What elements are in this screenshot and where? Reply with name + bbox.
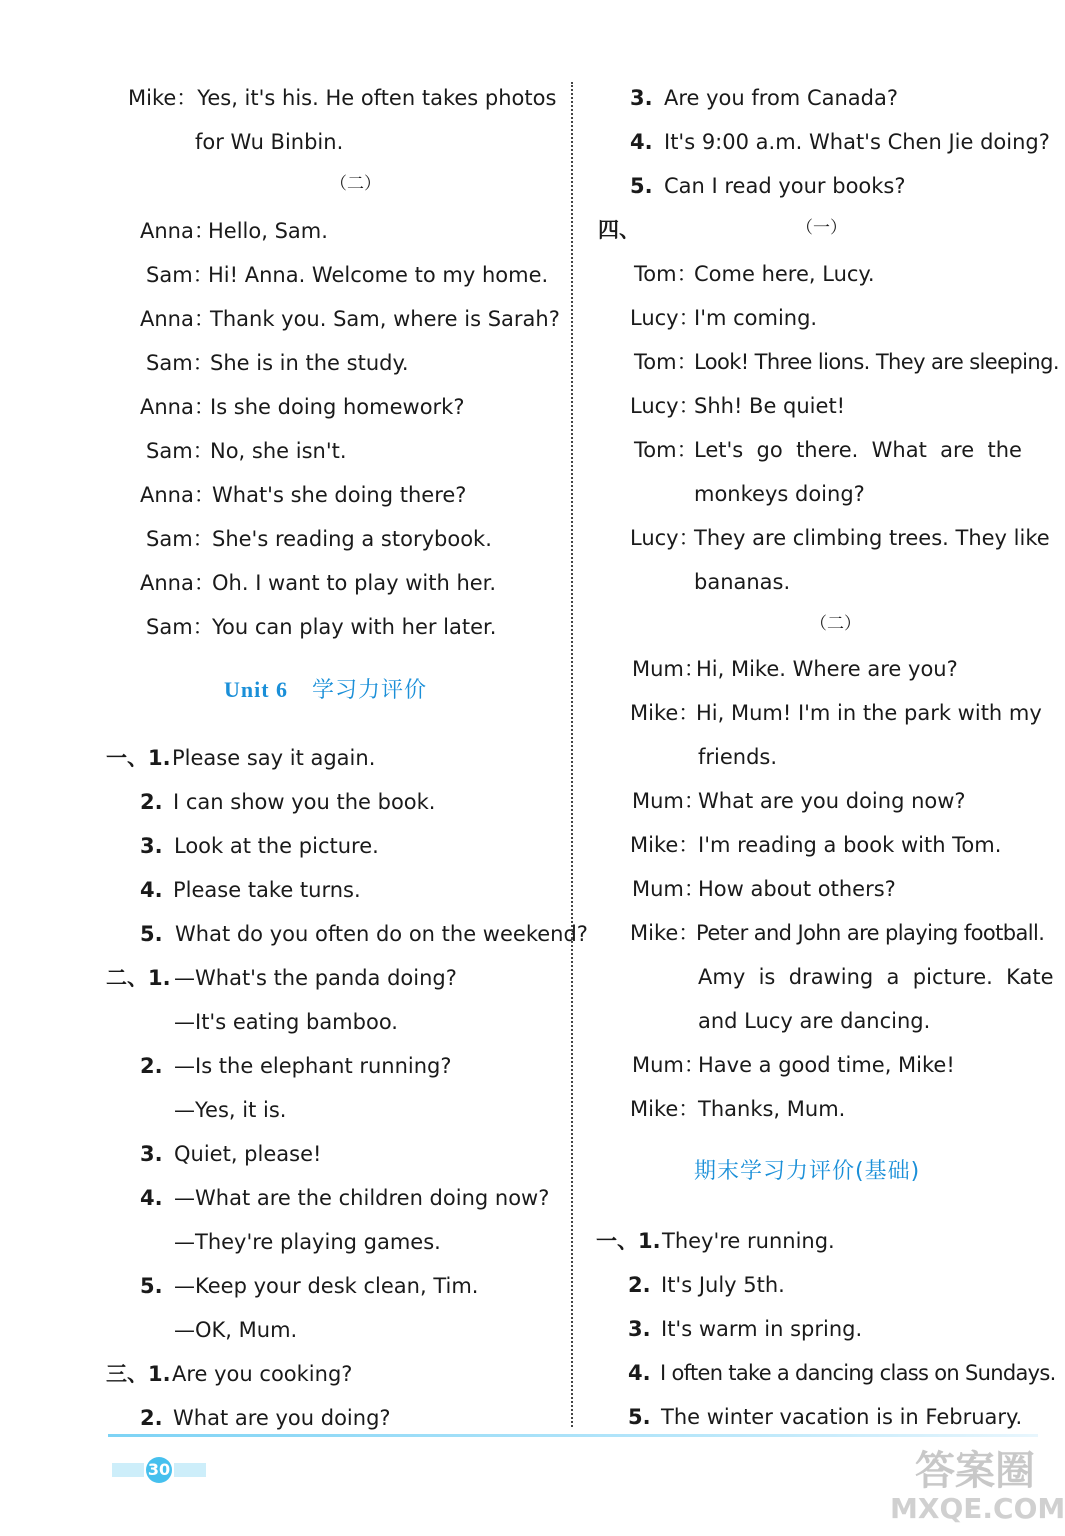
answer-item: 4. —What are the children doing now?	[140, 1186, 550, 1210]
dialog-line: Mike：I'm reading a book with Tom.	[630, 833, 1002, 857]
dialog-line: Mike：Hi, Mum! I'm in the park with my	[630, 701, 1042, 725]
dialog-line: Sam：She is in the study.	[146, 351, 409, 375]
dialog-line: Sam：No, she isn't.	[146, 439, 347, 463]
page-ornament-left	[112, 1463, 144, 1477]
dialog-line: Mum：How about others?	[632, 877, 896, 901]
answer-item: 2. It's July 5th.	[628, 1273, 785, 1297]
dialog-line-cont: Amy is drawing a picture. Kate	[698, 965, 1054, 989]
column-divider	[571, 82, 573, 1427]
section-number: 四、	[598, 218, 640, 242]
section-label: （一）	[796, 218, 847, 238]
watermark	[890, 1448, 1065, 1530]
answer-item: 4. I often take a dancing class on Sundays.	[628, 1361, 1056, 1385]
dialog-line: Mum：Have a good time, Mike!	[632, 1053, 955, 1077]
dialog-line	[128, 84, 556, 112]
line-text: Yes, it's his. He often takes photos	[197, 86, 557, 110]
dialog-line: Mike：Peter and John are playing football.	[630, 921, 1045, 945]
answer-item: 2. —Is the elephant running?	[140, 1054, 452, 1078]
dialog-line: Anna：Hello, Sam.	[140, 219, 328, 243]
dialog-line: Sam：Hi! Anna. Welcome to my home.	[146, 263, 549, 287]
dialog-line: Mike：Thanks, Mum.	[630, 1097, 846, 1121]
watermark-url: MXQE.COM	[890, 1492, 1065, 1525]
final-heading: 期末学习力评价(基础)	[694, 1159, 921, 1184]
dialog-line: Tom：Come here, Lucy.	[634, 262, 875, 286]
dialog-line: Lucy：They are climbing trees. They like	[630, 526, 1050, 550]
answer-item: 4. Please take turns.	[140, 878, 361, 902]
dialog-line: Mum：Hi, Mike. Where are you?	[632, 657, 958, 681]
answer-item: 2. What are you doing?	[140, 1406, 391, 1430]
dialog-line-cont: bananas.	[694, 570, 791, 594]
watermark-text: 答案圈	[915, 1448, 1035, 1494]
answer-item: 3. It's warm in spring.	[628, 1317, 863, 1341]
answer-item-cont: —They're playing games.	[174, 1230, 441, 1254]
footer-rule	[108, 1434, 1038, 1437]
answer-item: 2. I can show you the book.	[140, 790, 436, 814]
answer-item: 5. Can I read your books?	[630, 174, 906, 198]
answer-item-cont: —It's eating bamboo.	[174, 1010, 398, 1034]
unit-heading: Unit 6 学习力评价	[224, 677, 428, 703]
dialog-line: Tom：Look! Three lions. They are sleeping.	[634, 350, 1059, 374]
answer-item: 3. Are you from Canada?	[630, 86, 898, 110]
page-ornament-right	[174, 1463, 206, 1477]
answer-item: 3. Look at the picture.	[140, 834, 379, 858]
dialog-line-cont: and Lucy are dancing.	[698, 1009, 931, 1033]
dialog-line-cont: for Wu Binbin.	[195, 130, 344, 154]
section-label: （二）	[810, 614, 861, 634]
dialog-line: Anna：What's she doing there?	[140, 483, 467, 507]
dialog-line: Anna：Oh. I want to play with her.	[140, 571, 497, 595]
dialog-line: Lucy：I'm coming.	[630, 306, 818, 330]
answer-item: 5. The winter vacation is in February.	[628, 1405, 1023, 1429]
answer-item: 一、1.They're running.	[596, 1229, 835, 1253]
dialog-line: Sam：She's reading a storybook.	[146, 527, 492, 551]
page-number: 30	[146, 1457, 172, 1483]
dialog-line: Sam：You can play with her later.	[146, 615, 497, 639]
dialog-line-cont: monkeys doing?	[694, 482, 865, 506]
answer-item: 一、1.Please say it again.	[106, 746, 376, 770]
dialog-line: Mum：What are you doing now?	[632, 789, 966, 813]
answer-item-cont: —Yes, it is.	[174, 1098, 287, 1122]
dialog-line: Lucy：Shh! Be quiet!	[630, 394, 846, 418]
answer-item: 3. Quiet, please!	[140, 1142, 322, 1166]
answer-item: 5. What do you often do on the weekend?	[140, 922, 588, 946]
dialog-line: Tom：Let's go there. What are the	[634, 438, 1022, 462]
answer-item: 5. —Keep your desk clean, Tim.	[140, 1274, 479, 1298]
dialog-line: Anna：Is she doing homework?	[140, 395, 465, 419]
section-label: （二）	[330, 174, 381, 194]
answer-item: 4. It's 9:00 a.m. What's Chen Jie doing?	[630, 130, 1050, 154]
answer-item-cont: —OK, Mum.	[174, 1318, 298, 1342]
dialog-line-cont: friends.	[698, 745, 778, 769]
speaker: Mike：	[128, 86, 198, 110]
dialog-line: Anna：Thank you. Sam, where is Sarah?	[140, 307, 560, 331]
answer-item: 三、1.Are you cooking?	[106, 1362, 353, 1386]
answer-item: 二、1. —What's the panda doing?	[106, 966, 457, 990]
